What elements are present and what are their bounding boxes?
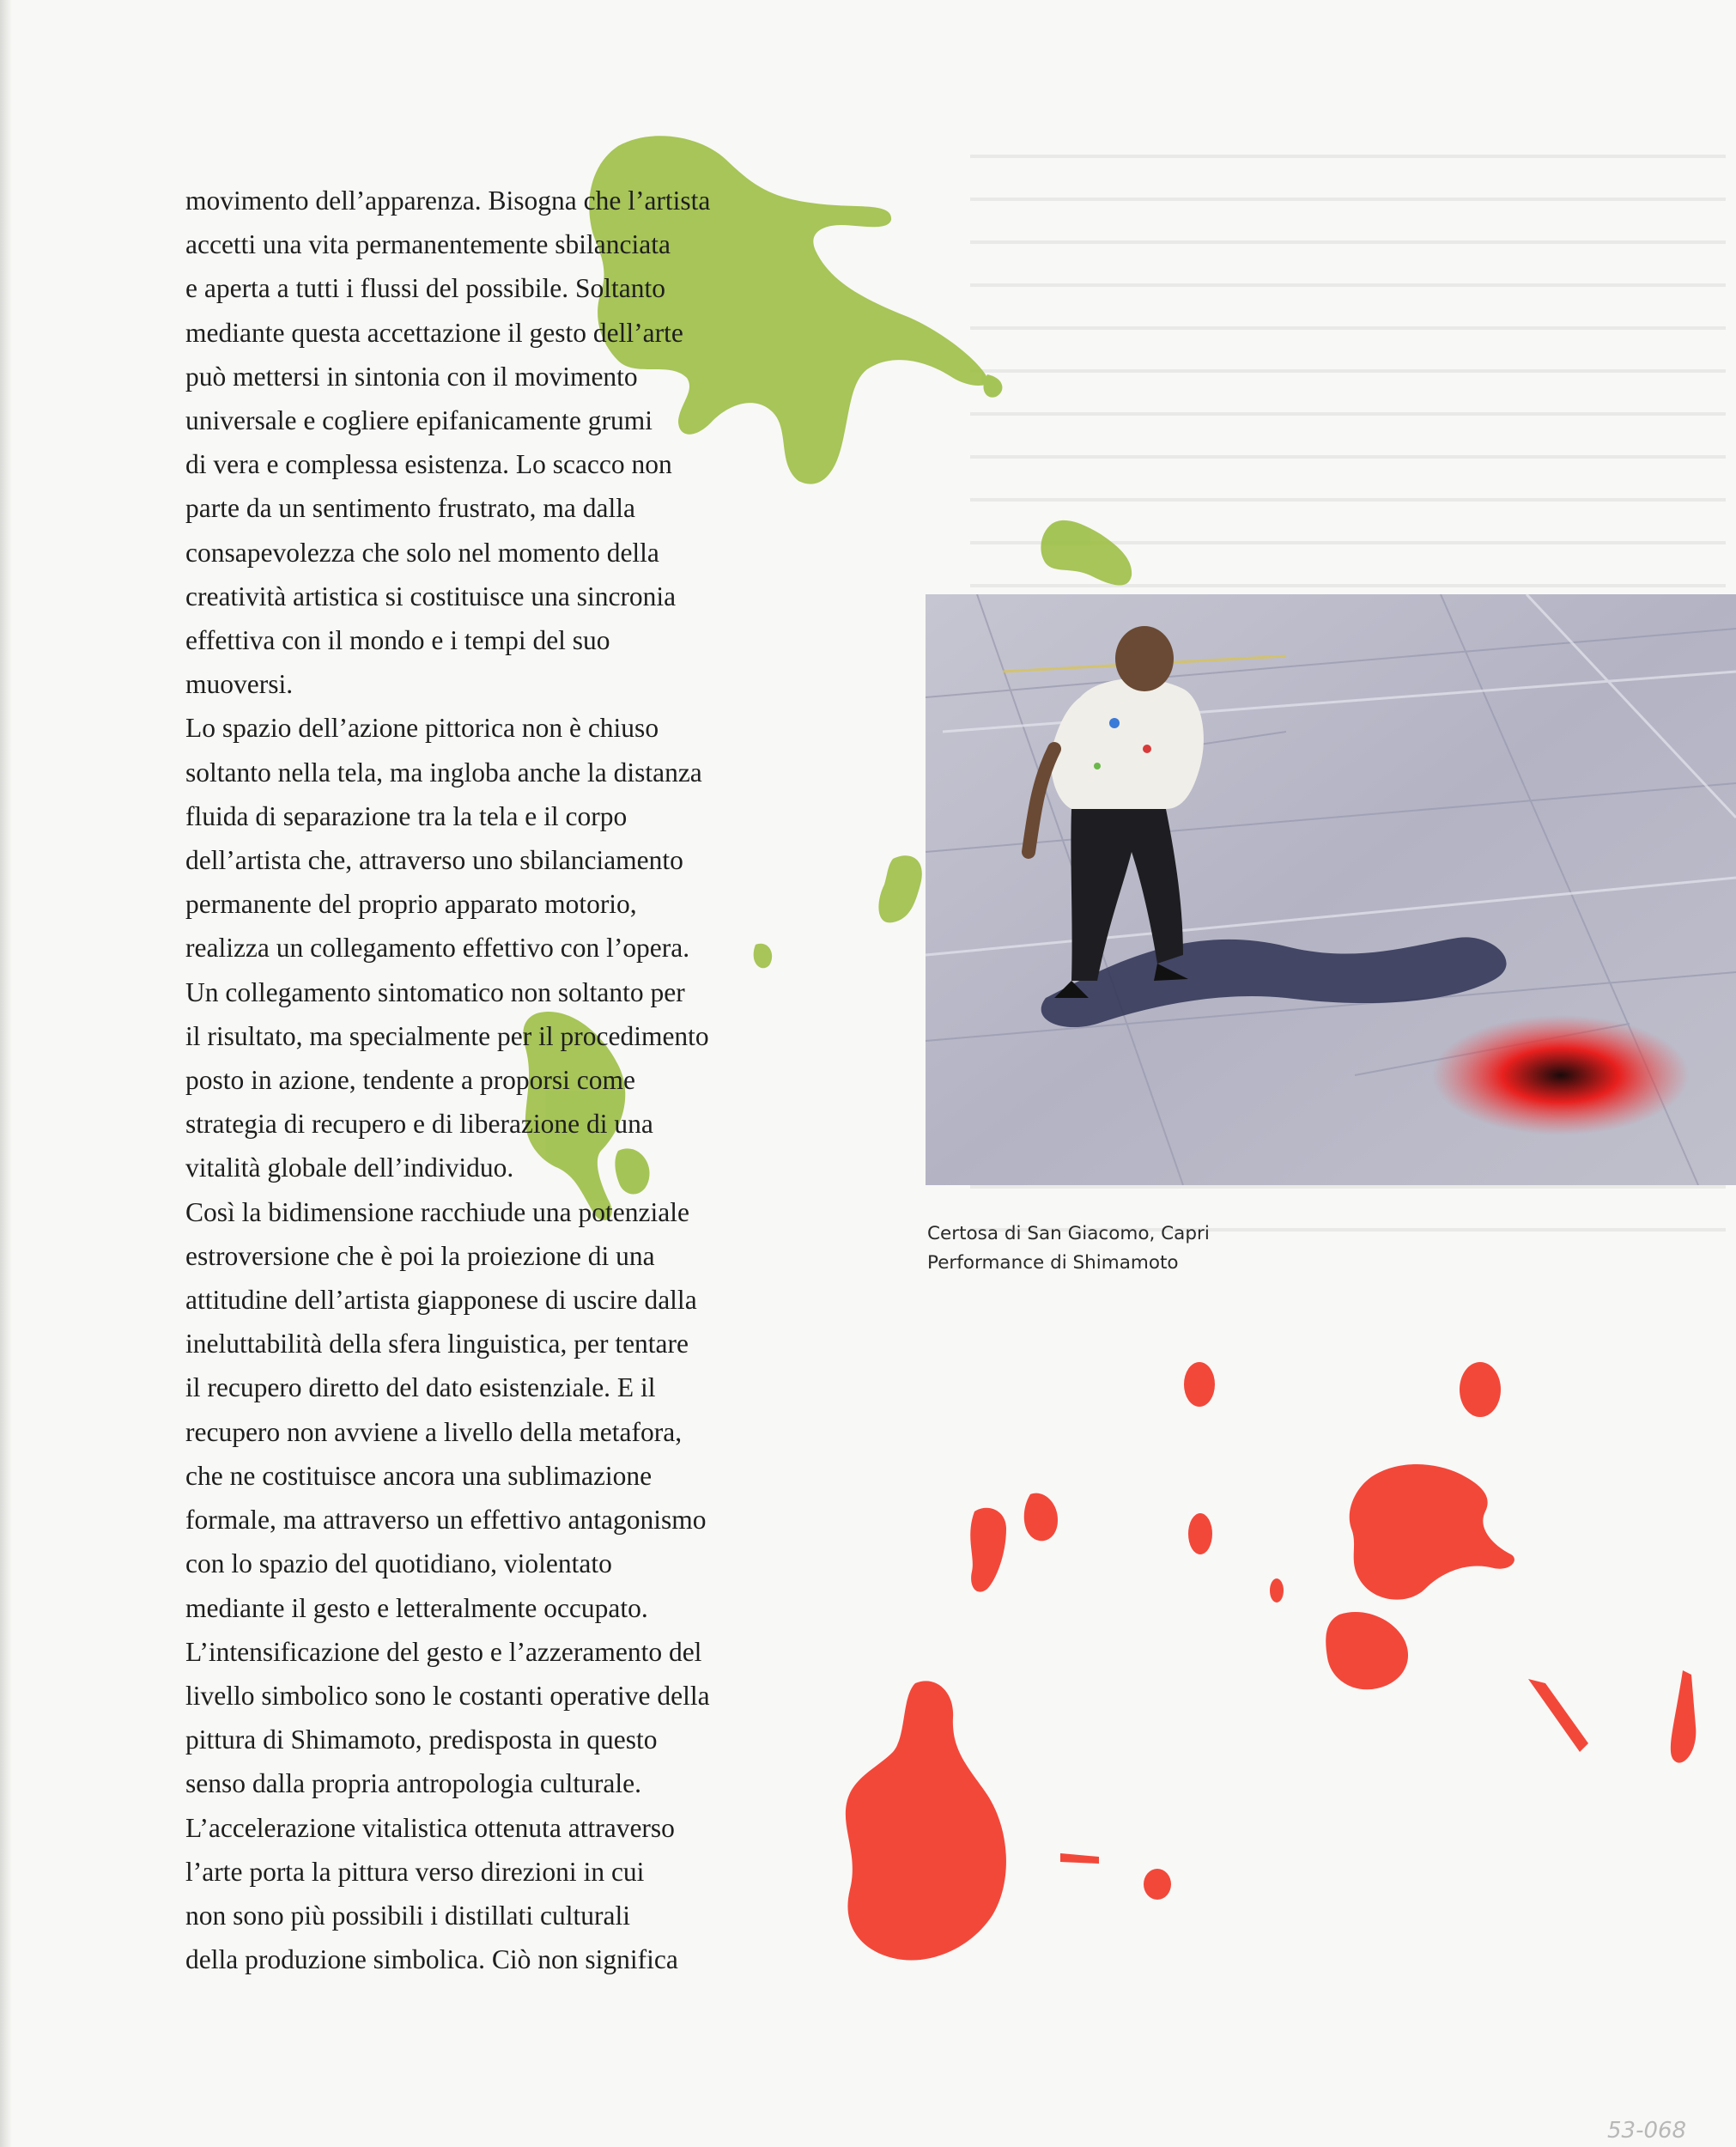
body-text-line: strategia di recupero e di liberazione di una [185,1109,653,1140]
body-text-line: può mettersi in sintonia con il movimento [185,361,638,392]
caption-line-1: Certosa di San Giacomo, Capri [927,1223,1210,1244]
red-paint-burst [1432,1015,1690,1135]
red-streak-far-right [1671,1670,1696,1763]
body-text-line: pittura di Shimamoto, predisposta in questo [185,1724,658,1755]
body-text-line: il recupero diretto del dato esistenziale. E il [185,1372,656,1403]
green-splat-drip [983,374,1002,398]
red-streak-right [1528,1679,1588,1752]
body-text-line: dell’artista che, attraverso uno sbilanciamento [185,845,683,876]
body-text-line: vitalità globale dell’individuo. [185,1153,514,1183]
caption-line-2: Performance di Shimamoto [927,1252,1179,1274]
body-text-line: Un collegamento sintomatico non soltanto per [185,976,685,1007]
body-text-line: di vera e complessa esistenza. Lo scacco non [185,449,672,480]
red-dash [1060,1853,1099,1864]
body-text-line: Così la bidimensione racchiude una potenziale [185,1196,689,1227]
body-text-line: movimento dell’apparenza. Bisogna che l’artista [185,186,711,216]
body-text-line: realizza un collegamento effettivo con l’opera. [185,933,690,964]
body-text-line: creatività artistica si costituisce una sincronia [185,581,677,611]
body-text-line: posto in azione, tendente a proporsi come [185,1065,635,1096]
body-text-line: recupero non avviene a livello della metafora, [185,1416,683,1447]
body-text-line: estroversione che è poi la proiezione di una [185,1240,655,1271]
body-text-line: e aperta a tutti i flussi del possibile. Soltanto [185,273,666,304]
body-text-line: effettiva con il mondo e i tempi del suo [185,625,610,656]
body-text-line: formale, ma attraverso un effettivo antagonismo [185,1505,707,1536]
body-text-line: permanente del proprio apparato motorio, [185,889,637,920]
red-drop-2 [1460,1362,1501,1417]
body-text-line: ineluttabilità della sfera linguistica, per tentare [185,1329,689,1359]
body-text-line: accetti una vita permanentemente sbilanciata [185,229,671,260]
page-number: 53-068 [1607,2118,1687,2144]
red-splat-blob [1326,1612,1408,1689]
body-text-line: mediante il gesto e letteralmente occupato. [185,1592,648,1623]
body-text-line: che ne costituisce ancora una sublimazione [185,1460,653,1491]
body-text-line: senso dalla propria antropologia culturale. [185,1768,641,1799]
body-text-line: Lo spazio dell’azione pittorica non è chiuso [185,713,659,744]
body-text-line: della produzione simbolica. Ciò non significa [185,1944,678,1975]
red-splat-large-right [1350,1464,1514,1600]
body-text-line: attitudine dell’artista giapponese di uscire dalla [185,1285,697,1316]
body-text-line: muoversi. [185,669,294,700]
photo-illustration [926,594,1736,1185]
body-text-line: il risultato, ma specialmente per il procedimento [185,1020,709,1051]
red-splat-bottom-left [846,1681,1006,1960]
red-drop-3 [1188,1513,1212,1554]
red-splat-left [970,1508,1006,1592]
green-splat-small-top [1041,520,1132,586]
body-text-line: fluida di separazione tra la tela e il corpo [185,800,628,831]
body-text [185,179,838,1981]
red-splat-small-left [1024,1493,1058,1542]
photo-caption [927,1219,1528,1278]
body-text-line: mediante questa accettazione il gesto dell’arte [185,317,683,348]
body-text-line: L’accelerazione vitalistica ottenuta attraverso [185,1812,675,1843]
performance-photo [926,594,1736,1185]
body-text-line: l’arte porta la pittura verso direzioni in cui [185,1856,645,1887]
body-text-line: parte da un sentimento frustrato, ma dalla [185,493,635,524]
red-drop-1 [1184,1362,1215,1407]
body-text-line: con lo spazio del quotidiano, violentato [185,1548,612,1579]
body-text-line: L’intensificazione del gesto e l’azzeramento del [185,1636,702,1667]
body-text-line: consapevolezza che solo nel momento della [185,537,659,568]
red-drop-5 [1144,1869,1171,1900]
body-text-line: soltanto nella tela, ma ingloba anche la distanza [185,757,702,788]
green-splat-medium [878,855,921,922]
red-drop-4 [1270,1578,1284,1603]
body-text-line: livello simbolico sono le costanti operative della [185,1680,710,1711]
body-text-line: non sono più possibili i distillati culturali [185,1900,630,1931]
body-text-line: universale e cogliere epifanicamente grumi [185,405,653,436]
